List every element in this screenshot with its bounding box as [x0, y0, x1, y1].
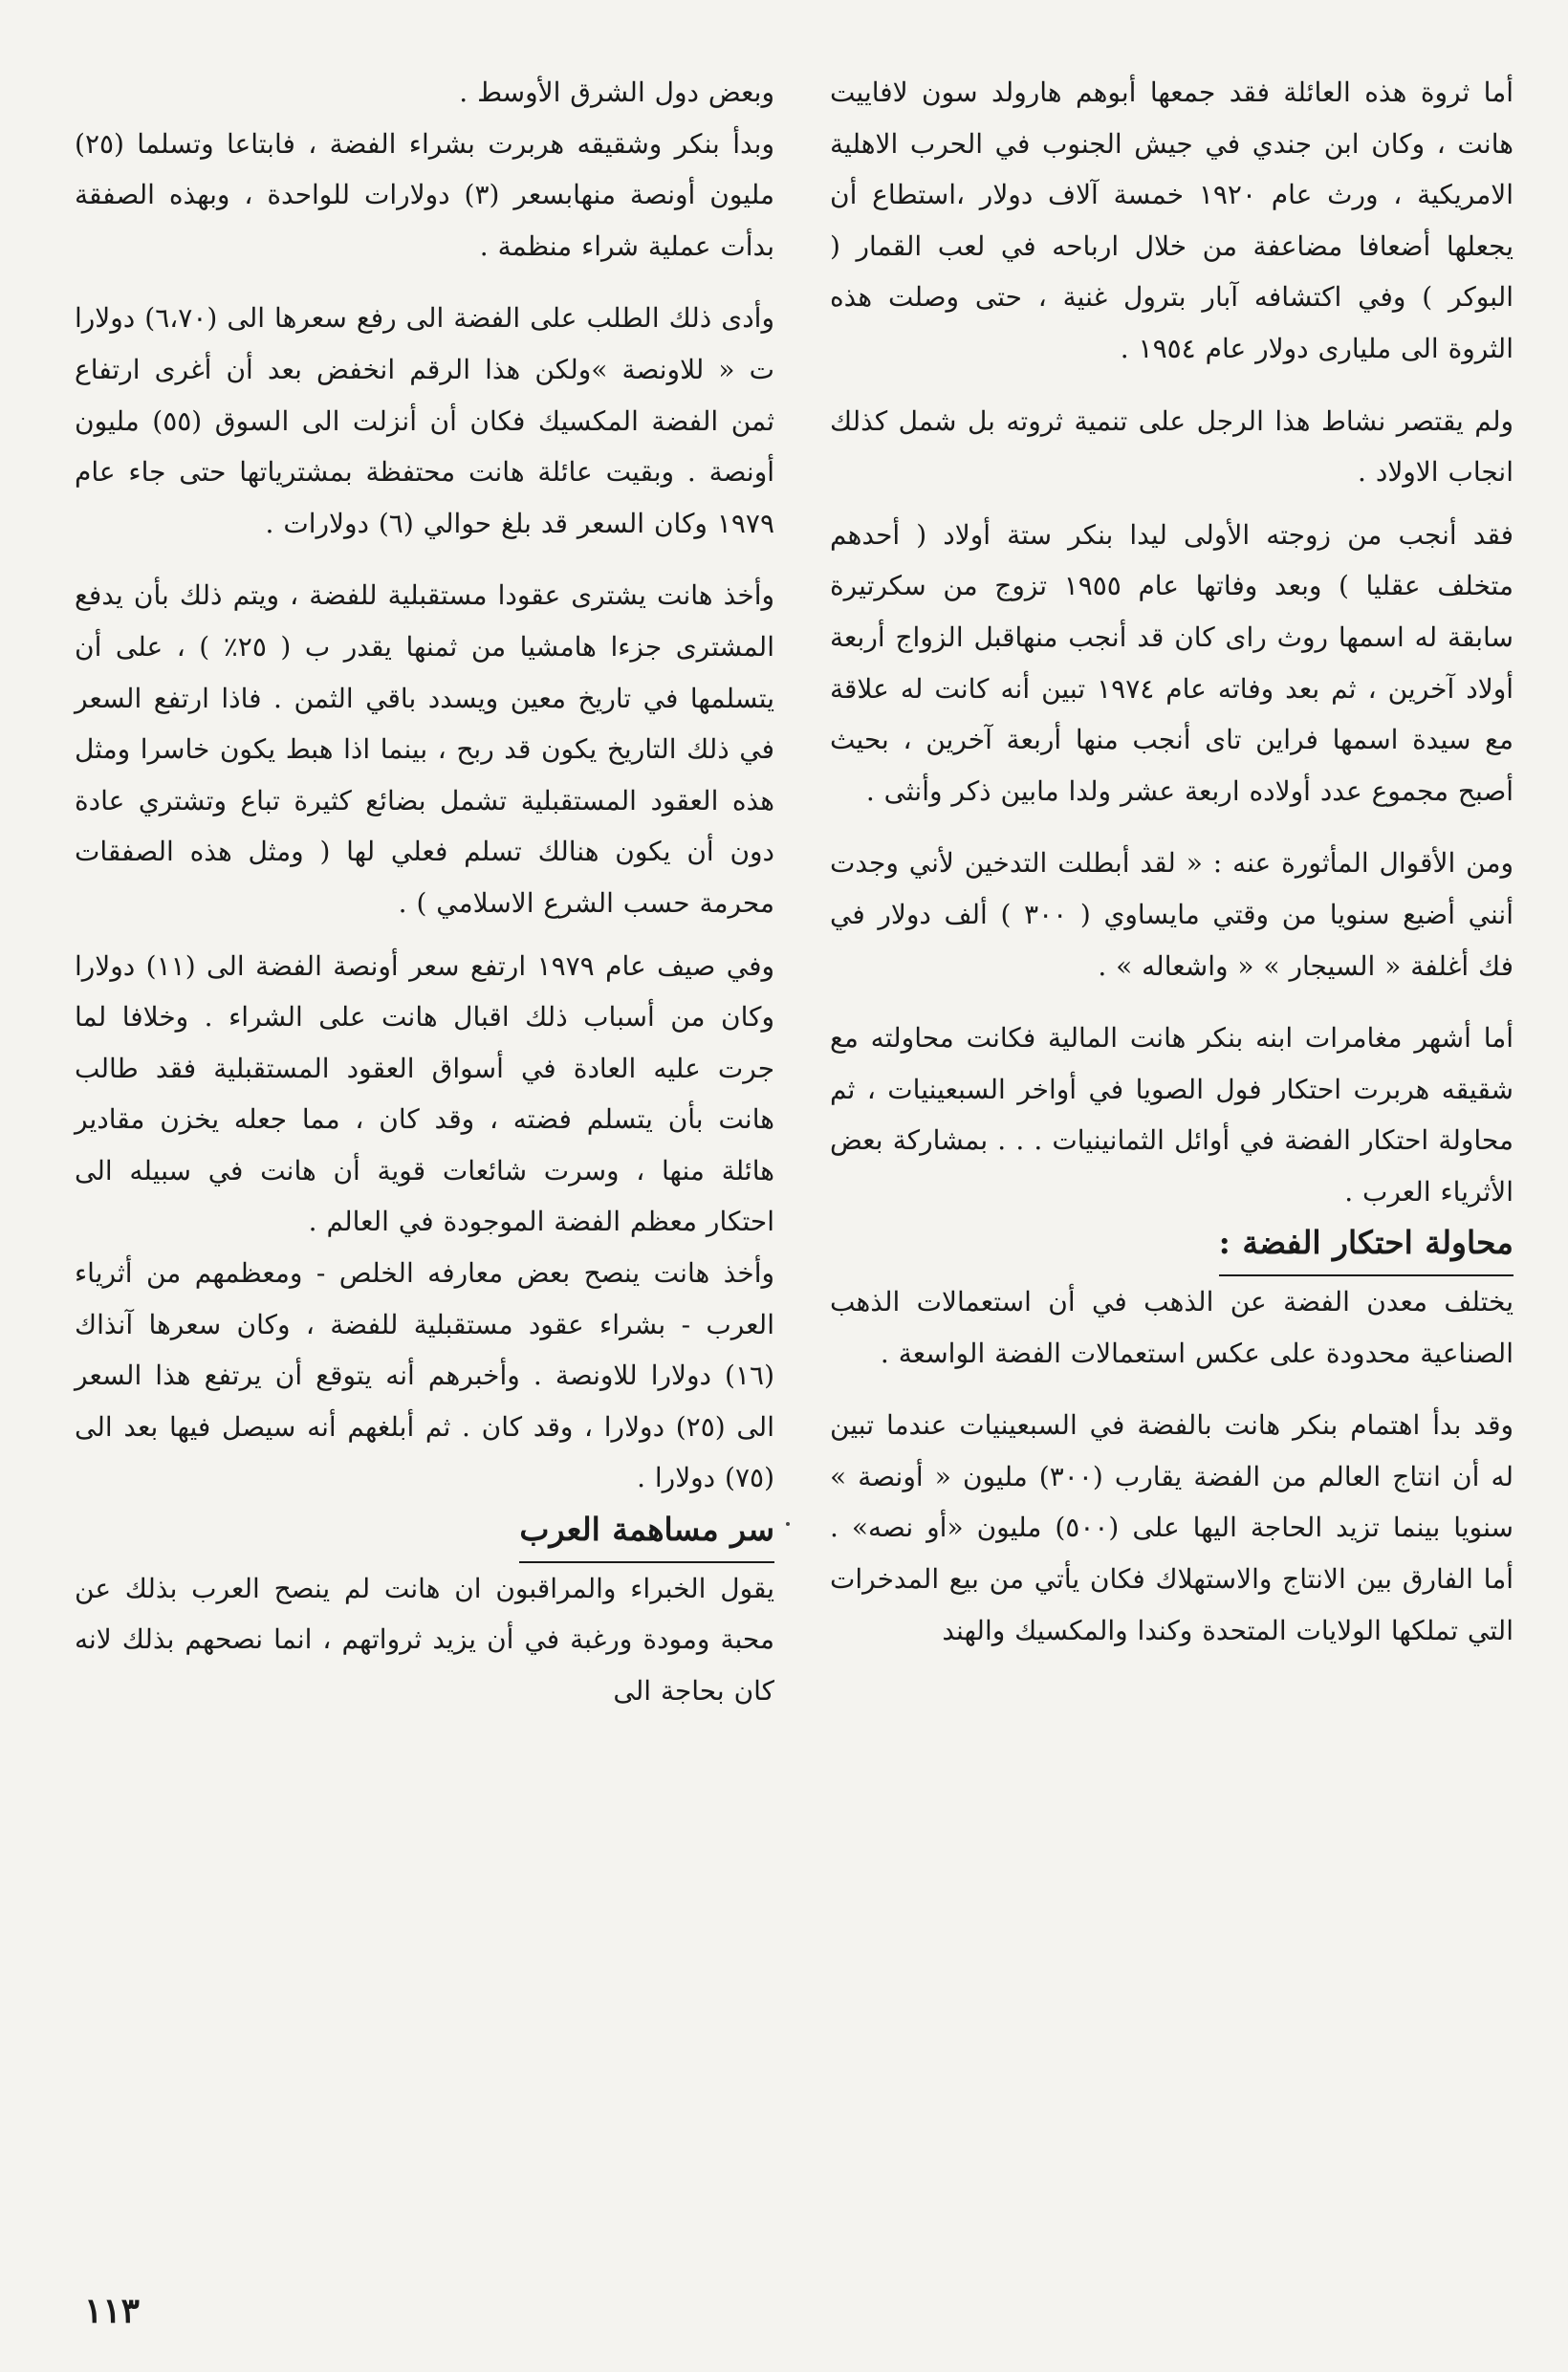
- section-heading-silver: محاولة احتكار الفضة :: [1219, 1217, 1514, 1276]
- paragraph-experts: يقول الخبراء والمراقبون ان هانت لم ينصح العرب بذلك عن محبة ومودة ورغبة في أن يزيد ثرواتهم ، انما نصحهم بذلك لانه كان بحاجة الى: [75, 1572, 774, 1707]
- paragraph-ventures: أما أشهر مغامرات ابنه بنكر هانت المالية فكانت محاولته مع شقيقه هربرت احتكار فول الصويا في أواخر السبعينيات ، ثم محاولة احتكار الفضة في أوائل الثمانينيات . . . بمشاركة بعض الأثرياء العرب .: [830, 1022, 1514, 1208]
- paragraph-advice: وأخذ هانت ينصح بعض معارفه الخلص - ومعظمهم من أثرياء العرب - بشراء عقود مستقبلية للفضة ، وكان سعرها آنذاك (١٦) دولارا للاونصة . وأخبرهم أنه يتوقع أن يرتفع هذا السعر الى (٢٥) دولارا ، وقد كان . ثم أبلغهم أنه سيصل فيها بعد الى (٧٥) دولارا .: [75, 1257, 774, 1494]
- paragraph-middle-east: وبعض دول الشرق الأوسط .: [459, 76, 774, 108]
- print-speck: [786, 1522, 790, 1526]
- paragraph-first-purchase: وبدأ بنكر وشقيقه هربرت بشراء الفضة ، فابتاعا وتسلما (٢٥) مليون أونصة منهابسعر (٣) دولارات للواحدة ، وبهذه الصفقة بدأت عملية شراء منظمة .: [75, 127, 774, 262]
- left-column: [75, 67, 774, 1716]
- section-heading-silver-wrap: [830, 1217, 1514, 1276]
- paragraph-summer-1979: وفي صيف عام ١٩٧٩ ارتفع سعر أونصة الفضة الى (١١) دولارا وكان من أسباب ذلك اقبال هانت على الشراء . وخلافا لما جرت عليه العادة في أسواق العقود المستقبلية فقد طالب هانت بأن يتسلم فضته ، وقد كان ، مما جعله يخزن مقادير هائلة منها ، وسرت شائعات قوية أن هانت في سبيله الى احتكار معظم الفضة الموجودة في العالم .: [75, 949, 774, 1238]
- right-column: [830, 67, 1514, 1656]
- paragraph-marriages: فقد أنجب من زوجته الأولى ليدا بنكر ستة أولاد ( أحدهم متخلف عقليا ) وبعد وفاتها عام ١٩٥٥ تزوج من سكرتيرة سابقة له اسمها روث راى كان قد أنجب منهاقبل الزواج أربعة أولاد آخرين ، ثم بعد وفاته عام ١٩٧٤ تبين أنه كانت له علاقة مع سيدة اسمها فراين تاى أنجب منها أربعة آخرين ، بحيث أصبح مجموع عدد أولاده اربعة عشر ولدا مابين ذكر وأنثى .: [830, 518, 1514, 807]
- paragraph-silver-vs-gold: يختلف معدن الفضة عن الذهب في أن استعمالات الذهب الصناعية محدودة على عكس استعمالات الفضة الواسعة .: [830, 1286, 1514, 1369]
- page-number: ١١٣: [84, 2291, 141, 2331]
- paragraph-futures: وأخذ هانت يشترى عقودا مستقبلية للفضة ، ويتم ذلك بأن يدفع المشترى جزءا هامشيا من ثمنها يقدر ب ( ٢٥٪ ) ، على أن يتسلمها في تاريخ معين ويسدد باقي الثمن . فاذا ارتفع السعر في ذلك التاريخ يكون قد ربح ، بينما اذا هبط يكون خاسرا ومثل هذه العقود المستقبلية تشمل بضائع كثيرة تباع وتشتري عادة دون أن يكون هنالك تسلم فعلي لها ( ومثل هذه الصفقات محرمة حسب الشرع الاسلامي ) .: [75, 579, 774, 919]
- section-heading-arabs: سر مساهمة العرب: [519, 1504, 774, 1563]
- paragraph-quote: ومن الأقوال المأثورة عنه : « لقد أبطلت التدخين لأني وجدت أنني أضيع سنويا من وقتي مايساوي ( ٣٠٠ ) ألف دولار في فك أغلفة « السيجار » « واشعاله » .: [830, 847, 1514, 982]
- section-heading-arabs-wrap: [75, 1504, 774, 1563]
- paragraph-children-intro: ولم يقتصر نشاط هذا الرجل على تنمية ثروته بل شمل كذلك انجاب الاولاد .: [830, 404, 1514, 489]
- paragraph-price-rise: وأدى ذلك الطلب على الفضة الى رفع سعرها الى (٦،٧٠) دولارا ت « للاونصة »ولكن هذا الرقم انخفض بعد أن أغرى ارتفاع ثمن الفضة المكسيك فكان أن أنزلت الى السوق (٥٥) مليون أونصة . وبقيت عائلة هانت محتفظة بمشترياتها حتى جاء عام ١٩٧٩ وكان السعر قد بلغ حوالي (٦) دولارات .: [75, 302, 774, 539]
- paragraph-hunt-fortune: أما ثروة هذه العائلة فقد جمعها أبوهم هارولد سون لافاييت هانت ، وكان ابن جندي في جيش الجنوب في الحرب الاهلية الامريكية ، ورث عام ١٩٢٠ خمسة آلاف دولار ،استطاع أن يجعلها أضعافا مضاعفة من خلال ارباحه في لعب القمار ( البوكر ) وفي اكتشافه آبار بترول غنية ، حتى وصلت هذه الثروة الى مليارى دولار عام ١٩٥٤ .: [830, 76, 1514, 364]
- paragraph-silver-production: وقد بدأ اهتمام بنكر هانت بالفضة في السبعينيات عندما تبين له أن انتاج العالم من الفضة يقارب (٣٠٠) مليون « أونصة » سنويا بينما تزيد الحاجة اليها على (٥٠٠) مليون «أو نصه» . أما الفارق بين الانتاج والاستهلاك فكان يأتي من بيع المدخرات التي تملكها الولايات المتحدة وكندا والمكسيك والهند: [830, 1409, 1514, 1646]
